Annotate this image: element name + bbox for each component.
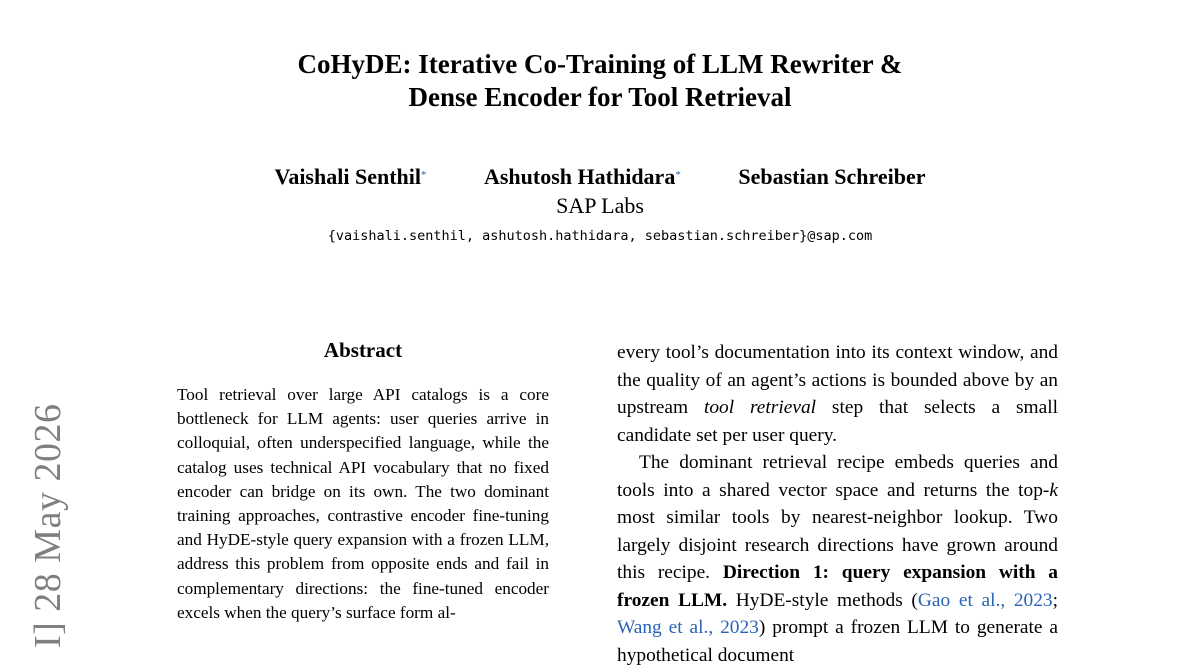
math-k: k — [1049, 479, 1058, 501]
author-1 — [274, 163, 426, 191]
author-3 — [738, 163, 925, 191]
author-emails: {vaishali.senthil, ashutosh.hathidara, sebastian.schreiber}@sap.com — [327, 228, 873, 244]
paper-title — [0, 48, 1200, 114]
abstract-heading: Abstract — [323, 338, 403, 362]
citation-gao-2023[interactable]: Gao et al., 2023 — [917, 589, 1053, 611]
emphasis-tool-retrieval: tool retrieval — [703, 397, 817, 418]
author-name: Vaishali Senthil — [274, 164, 421, 189]
arxiv-side-stamp: I] 28 May 2026 — [27, 403, 69, 648]
author-name: Ashutosh Hathidara — [483, 164, 676, 189]
abstract-text: Tool retrieval over large API catalogs is a core bottleneck for LLM agents: user queries arrive in colloquial, often underspecified language, while the catalog uses technical API vocabulary that no fixed encoder can bridge on its own. The two dominant training approaches, contrastive encoder fine-tuning and HyDE-style query expansion with a frozen LLM, address this problem from opposite ends and fail in complementary directions: the fine-tuned encoder excels when the query’s surface form al- — [177, 385, 549, 622]
title-line-2: Dense Encoder for Tool Retrieval — [408, 82, 792, 112]
title-line-1: CoHyDE: Iterative Co-Training of LLM Rewriter & — [297, 49, 903, 79]
affiliation: SAP Labs — [556, 193, 644, 218]
citation-wang-2023[interactable]: Wang et al., 2023 — [617, 617, 759, 638]
author-name: Sebastian Schreiber — [738, 164, 926, 189]
introduction-column — [617, 339, 1058, 669]
author-list — [0, 163, 1200, 191]
intro-paragraph-2: The dominant retrieval recipe embeds queries and tools into a shared vector space and returns the top-k most similar tools by nearest-neighbor lookup. Two largely disjoint research directions have grown around this recipe. Direction 1: query expansion with a frozen LLM. HyDE-style methods (Gao et al., 2023; Wang et al., 2023) prompt a frozen LLM to generate a hypothetical document — [617, 452, 1059, 666]
equal-contribution-mark[interactable]: * — [675, 169, 681, 181]
author-2 — [484, 163, 681, 191]
direction-1-heading: Direction 1: query expansion with a frozen LLM. — [617, 562, 1058, 611]
equal-contribution-mark[interactable]: * — [420, 169, 427, 181]
intro-paragraph-1: every tool’s documentation into its context window, and the quality of an agent’s actions is bounded above by an upstream tool retrieval step that selects a small candidate set per user query. — [617, 342, 1059, 446]
